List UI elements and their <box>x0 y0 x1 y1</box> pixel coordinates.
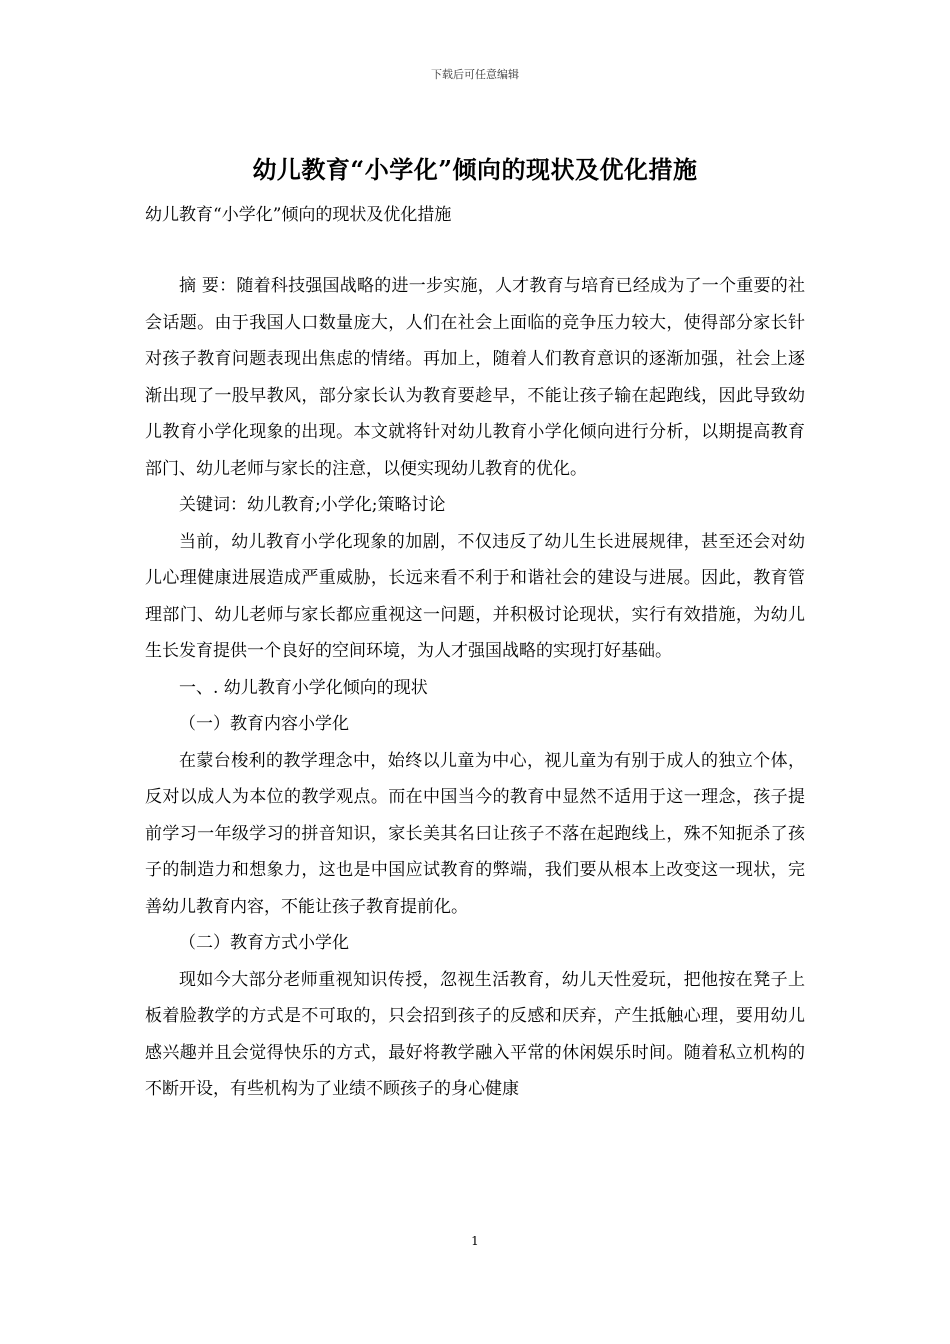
body-paragraph-1: 在蒙台梭利的教学理念中，始终以儿童为中心，视儿童为有别于成人的独立个体，反对以成人为本位的教学观点。而在中国当今的教育中显然不适用于这一理念，孩子提前学习一年级学习的拼音知识，家长美其名曰让孩子不落在起跑线上，殊不知扼杀了孩子的制造力和想象力，这也是中国应试教育的弊端，我们要从根本上改变这一现状，完善幼儿教育内容，不能让孩子教育提前化。 <box>145 750 805 917</box>
subsection-heading-2: （二）教育方式小学化 <box>179 933 349 953</box>
keywords-paragraph: 关键词：幼儿教育;小学化;策略讨论 <box>179 495 446 515</box>
document-body <box>145 268 805 1108</box>
section-heading-1: 一、. 幼儿教育小学化倾向的现状 <box>179 677 428 698</box>
page-header-note: 下载后可任意编辑 <box>431 68 519 81</box>
body-paragraph-2: 现如今大部分老师重视知识传授，忽视生活教育，幼儿天性爱玩，把他按在凳子上板着脸教学的方式是不可取的，只会招到孩子的反感和厌弃，产生抵触心理，要用幼儿感兴趣并且会觉得快乐的方式，最好将教学融入平常的休闲娱乐时间。随着私立机构的不断开设，有些机构为了业绩不顾孩子的身心健康 <box>145 969 805 1099</box>
document-subtitle: 幼儿教育“小学化”倾向的现状及优化措施 <box>145 205 452 225</box>
abstract-paragraph: 摘 要：随着科技强国战略的进一步实施，人才教育与培育已经成为了一个重要的社会话题。由于我国人口数量庞大，人们在社会上面临的竞争压力较大，使得部分家长针对孩子教育问题表现出焦虑的情绪。再加上，随着人们教育意识的逐渐加强，社会上逐渐出现了一股早教风，部分家长认为教育要趁早，不能让孩子输在起跑线，因此导致幼儿教育小学化现象的出现。本文就将针对幼儿教育小学化倾向进行分析，以期提高教育部门、幼儿老师与家长的注意，以便实现幼儿教育的优化。 <box>145 276 805 479</box>
intro-paragraph: 当前，幼儿教育小学化现象的加剧，不仅违反了幼儿生长进展规律，甚至还会对幼儿心理健康进展造成严重威胁，长远来看不利于和谐社会的建设与进展。因此，教育管理部门、幼儿老师与家长都应重视这一问题，并积极讨论现状，实行有效措施，为幼儿生长发育提供一个良好的空间环境，为人才强国战略的实现打好基础。 <box>145 531 805 661</box>
page-number: 1 <box>471 1234 479 1248</box>
subsection-heading-1: （一）教育内容小学化 <box>179 714 349 734</box>
document-title: 幼儿教育“小学化”倾向的现状及优化措施 <box>252 155 698 184</box>
